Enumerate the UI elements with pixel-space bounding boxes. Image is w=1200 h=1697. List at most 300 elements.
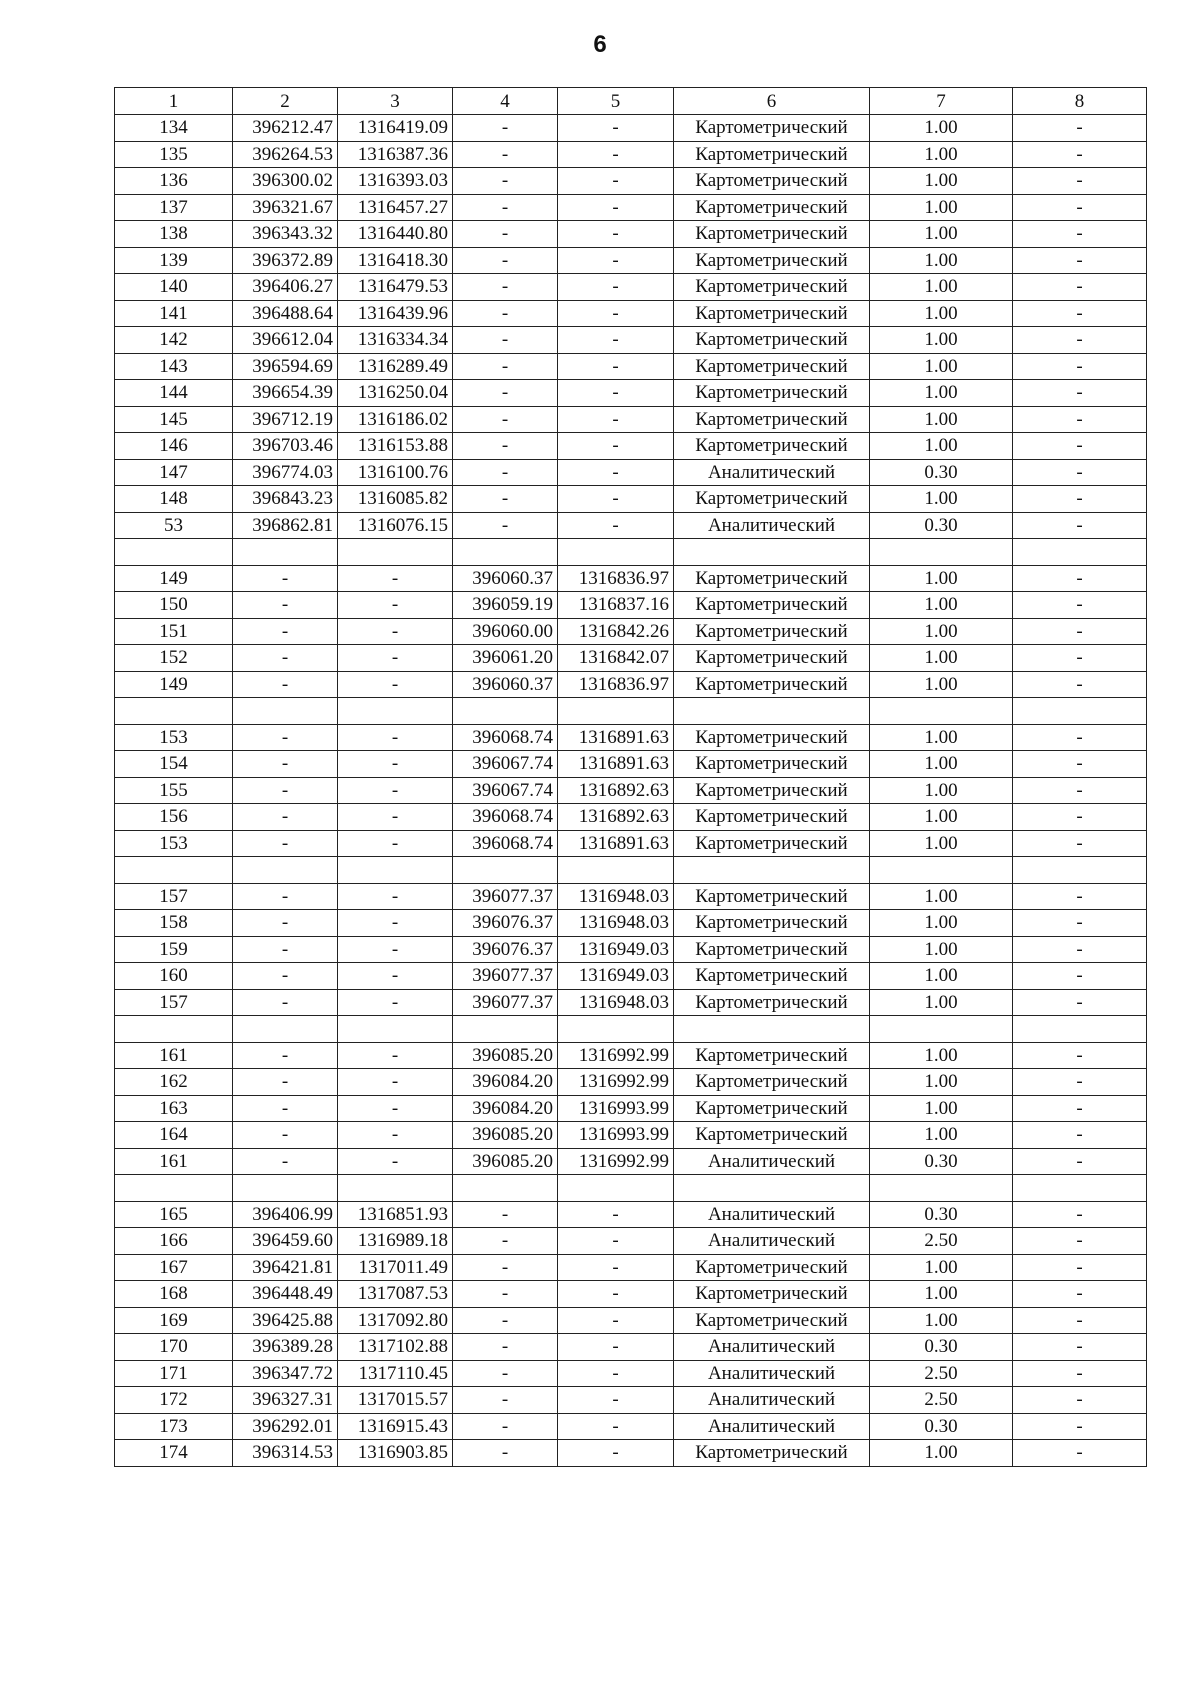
table-row xyxy=(115,1440,1147,1467)
accuracy-cell: 0.30 xyxy=(870,512,1013,539)
table-row xyxy=(115,910,1147,937)
method-cell: Картометрический xyxy=(674,724,870,751)
new-x-coord-cell: 396085.20 xyxy=(453,1122,558,1149)
accuracy-cell: 1.00 xyxy=(870,751,1013,778)
note-cell: - xyxy=(1013,141,1147,168)
new-x-coord-cell: - xyxy=(453,1334,558,1361)
point-number-cell: 144 xyxy=(115,380,233,407)
y-coord-cell: - xyxy=(338,910,453,937)
x-coord-cell: 396425.88 xyxy=(233,1307,338,1334)
x-coord-cell: - xyxy=(233,618,338,645)
method-cell: Картометрический xyxy=(674,830,870,857)
table-row xyxy=(115,274,1147,301)
accuracy-cell: 1.00 xyxy=(870,936,1013,963)
y-coord-cell: - xyxy=(338,1042,453,1069)
method-cell: Картометрический xyxy=(674,221,870,248)
method-cell xyxy=(674,1016,870,1043)
new-x-coord-cell: - xyxy=(453,115,558,142)
new-y-coord-cell: - xyxy=(558,1201,674,1228)
y-coord-cell xyxy=(338,539,453,566)
table-header-row xyxy=(115,88,1147,115)
accuracy-cell: 1.00 xyxy=(870,406,1013,433)
point-number-cell: 136 xyxy=(115,168,233,195)
x-coord-cell: 396343.32 xyxy=(233,221,338,248)
new-y-coord-cell xyxy=(558,857,674,884)
method-cell: Картометрический xyxy=(674,645,870,672)
y-coord-cell: - xyxy=(338,989,453,1016)
method-cell: Аналитический xyxy=(674,512,870,539)
accuracy-cell: 2.50 xyxy=(870,1360,1013,1387)
y-coord-cell: 1316076.15 xyxy=(338,512,453,539)
y-coord-cell xyxy=(338,857,453,884)
table-row xyxy=(115,194,1147,221)
x-coord-cell: 396459.60 xyxy=(233,1228,338,1255)
note-cell xyxy=(1013,1016,1147,1043)
new-y-coord-cell: - xyxy=(558,115,674,142)
point-number-cell: 153 xyxy=(115,830,233,857)
table-row xyxy=(115,459,1147,486)
note-cell xyxy=(1013,539,1147,566)
x-coord-cell: 396406.27 xyxy=(233,274,338,301)
accuracy-cell: 1.00 xyxy=(870,777,1013,804)
new-x-coord-cell: 396085.20 xyxy=(453,1042,558,1069)
y-coord-cell: - xyxy=(338,1095,453,1122)
new-y-coord-cell: 1316836.97 xyxy=(558,565,674,592)
x-coord-cell: 396321.67 xyxy=(233,194,338,221)
note-cell: - xyxy=(1013,751,1147,778)
new-x-coord-cell: 396068.74 xyxy=(453,804,558,831)
new-y-coord-cell: - xyxy=(558,1228,674,1255)
note-cell: - xyxy=(1013,300,1147,327)
point-number-cell: 137 xyxy=(115,194,233,221)
y-coord-cell: 1316419.09 xyxy=(338,115,453,142)
table-row xyxy=(115,1307,1147,1334)
y-coord-cell: 1316915.43 xyxy=(338,1413,453,1440)
header-cell: 8 xyxy=(1013,88,1147,115)
x-coord-cell: 396774.03 xyxy=(233,459,338,486)
table-row xyxy=(115,353,1147,380)
method-cell: Картометрический xyxy=(674,1307,870,1334)
note-cell: - xyxy=(1013,1281,1147,1308)
new-x-coord-cell: 396067.74 xyxy=(453,751,558,778)
table-row xyxy=(115,221,1147,248)
table-row xyxy=(115,963,1147,990)
note-cell: - xyxy=(1013,910,1147,937)
method-cell: Картометрический xyxy=(674,1440,870,1467)
note-cell: - xyxy=(1013,1307,1147,1334)
new-y-coord-cell: - xyxy=(558,221,674,248)
new-y-coord-cell: - xyxy=(558,194,674,221)
note-cell: - xyxy=(1013,724,1147,751)
new-x-coord-cell: 396085.20 xyxy=(453,1148,558,1175)
new-x-coord-cell: 396084.20 xyxy=(453,1069,558,1096)
note-cell: - xyxy=(1013,592,1147,619)
point-number-cell: 169 xyxy=(115,1307,233,1334)
table-row xyxy=(115,1042,1147,1069)
accuracy-cell: 1.00 xyxy=(870,1440,1013,1467)
x-coord-cell: 396212.47 xyxy=(233,115,338,142)
point-number-cell xyxy=(115,698,233,725)
new-y-coord-cell: - xyxy=(558,459,674,486)
point-number-cell: 171 xyxy=(115,1360,233,1387)
new-x-coord-cell: - xyxy=(453,380,558,407)
table-row xyxy=(115,1360,1147,1387)
accuracy-cell: 2.50 xyxy=(870,1387,1013,1414)
method-cell: Картометрический xyxy=(674,910,870,937)
note-cell: - xyxy=(1013,406,1147,433)
y-coord-cell: 1316439.96 xyxy=(338,300,453,327)
point-number-cell: 147 xyxy=(115,459,233,486)
method-cell xyxy=(674,1175,870,1202)
x-coord-cell xyxy=(233,539,338,566)
y-coord-cell: 1316479.53 xyxy=(338,274,453,301)
new-x-coord-cell: - xyxy=(453,247,558,274)
new-x-coord-cell: - xyxy=(453,512,558,539)
x-coord-cell: 396300.02 xyxy=(233,168,338,195)
table-row xyxy=(115,645,1147,672)
method-cell: Картометрический xyxy=(674,1122,870,1149)
x-coord-cell: 396292.01 xyxy=(233,1413,338,1440)
x-coord-cell: - xyxy=(233,565,338,592)
x-coord-cell: 396372.89 xyxy=(233,247,338,274)
new-y-coord-cell: 1316949.03 xyxy=(558,936,674,963)
note-cell: - xyxy=(1013,1440,1147,1467)
point-number-cell: 141 xyxy=(115,300,233,327)
table-row xyxy=(115,1281,1147,1308)
note-cell: - xyxy=(1013,274,1147,301)
y-coord-cell: - xyxy=(338,830,453,857)
note-cell: - xyxy=(1013,1201,1147,1228)
new-y-coord-cell: - xyxy=(558,433,674,460)
note-cell: - xyxy=(1013,1254,1147,1281)
point-number-cell: 135 xyxy=(115,141,233,168)
new-y-coord-cell: 1316892.63 xyxy=(558,804,674,831)
point-number-cell: 167 xyxy=(115,1254,233,1281)
new-x-coord-cell: - xyxy=(453,1228,558,1255)
new-y-coord-cell: - xyxy=(558,1387,674,1414)
point-number-cell: 172 xyxy=(115,1387,233,1414)
accuracy-cell: 0.30 xyxy=(870,459,1013,486)
new-x-coord-cell: - xyxy=(453,1281,558,1308)
new-y-coord-cell xyxy=(558,1016,674,1043)
new-y-coord-cell: - xyxy=(558,274,674,301)
x-coord-cell: - xyxy=(233,1042,338,1069)
x-coord-cell: - xyxy=(233,963,338,990)
new-x-coord-cell: - xyxy=(453,221,558,248)
table-row xyxy=(115,592,1147,619)
y-coord-cell: 1316289.49 xyxy=(338,353,453,380)
point-number-cell: 156 xyxy=(115,804,233,831)
method-cell: Картометрический xyxy=(674,380,870,407)
method-cell: Картометрический xyxy=(674,353,870,380)
note-cell: - xyxy=(1013,1387,1147,1414)
note-cell: - xyxy=(1013,1413,1147,1440)
table-row xyxy=(115,618,1147,645)
table-row xyxy=(115,512,1147,539)
point-number-cell: 152 xyxy=(115,645,233,672)
new-x-coord-cell: - xyxy=(453,486,558,513)
note-cell: - xyxy=(1013,671,1147,698)
new-y-coord-cell: - xyxy=(558,1440,674,1467)
x-coord-cell: - xyxy=(233,1095,338,1122)
table-row xyxy=(115,327,1147,354)
table-row xyxy=(115,1122,1147,1149)
new-y-coord-cell: 1316892.63 xyxy=(558,777,674,804)
note-cell xyxy=(1013,857,1147,884)
table-row xyxy=(115,247,1147,274)
table-separator-row xyxy=(115,1175,1147,1202)
accuracy-cell: 1.00 xyxy=(870,327,1013,354)
accuracy-cell: 1.00 xyxy=(870,910,1013,937)
new-y-coord-cell: - xyxy=(558,247,674,274)
x-coord-cell: 396406.99 xyxy=(233,1201,338,1228)
accuracy-cell xyxy=(870,857,1013,884)
method-cell: Картометрический xyxy=(674,1254,870,1281)
method-cell: Аналитический xyxy=(674,459,870,486)
method-cell: Аналитический xyxy=(674,1387,870,1414)
method-cell: Картометрический xyxy=(674,989,870,1016)
new-y-coord-cell: 1316949.03 xyxy=(558,963,674,990)
accuracy-cell: 2.50 xyxy=(870,1228,1013,1255)
new-y-coord-cell: 1316836.97 xyxy=(558,671,674,698)
point-number-cell: 138 xyxy=(115,221,233,248)
new-x-coord-cell: - xyxy=(453,327,558,354)
new-x-coord-cell xyxy=(453,1016,558,1043)
x-coord-cell: - xyxy=(233,989,338,1016)
method-cell: Картометрический xyxy=(674,1095,870,1122)
point-number-cell: 154 xyxy=(115,751,233,778)
y-coord-cell: 1317102.88 xyxy=(338,1334,453,1361)
new-y-coord-cell: - xyxy=(558,141,674,168)
accuracy-cell: 1.00 xyxy=(870,300,1013,327)
y-coord-cell: 1317092.80 xyxy=(338,1307,453,1334)
accuracy-cell: 1.00 xyxy=(870,274,1013,301)
y-coord-cell: - xyxy=(338,724,453,751)
table-row xyxy=(115,989,1147,1016)
new-x-coord-cell xyxy=(453,1175,558,1202)
accuracy-cell: 1.00 xyxy=(870,724,1013,751)
accuracy-cell xyxy=(870,539,1013,566)
new-x-coord-cell: - xyxy=(453,1387,558,1414)
y-coord-cell: 1317015.57 xyxy=(338,1387,453,1414)
point-number-cell: 161 xyxy=(115,1042,233,1069)
x-coord-cell xyxy=(233,1175,338,1202)
x-coord-cell: 396448.49 xyxy=(233,1281,338,1308)
new-y-coord-cell: - xyxy=(558,1360,674,1387)
table-separator-row xyxy=(115,539,1147,566)
table-row xyxy=(115,433,1147,460)
new-y-coord-cell: - xyxy=(558,353,674,380)
accuracy-cell: 1.00 xyxy=(870,883,1013,910)
note-cell: - xyxy=(1013,380,1147,407)
table-row xyxy=(115,1095,1147,1122)
y-coord-cell: 1316334.34 xyxy=(338,327,453,354)
new-x-coord-cell: 396077.37 xyxy=(453,963,558,990)
point-number-cell: 142 xyxy=(115,327,233,354)
new-x-coord-cell: 396076.37 xyxy=(453,910,558,937)
accuracy-cell: 1.00 xyxy=(870,1307,1013,1334)
method-cell: Картометрический xyxy=(674,777,870,804)
x-coord-cell: - xyxy=(233,645,338,672)
method-cell: Картометрический xyxy=(674,618,870,645)
point-number-cell: 170 xyxy=(115,1334,233,1361)
note-cell: - xyxy=(1013,247,1147,274)
new-y-coord-cell: 1316992.99 xyxy=(558,1042,674,1069)
note-cell: - xyxy=(1013,936,1147,963)
new-y-coord-cell: - xyxy=(558,1281,674,1308)
table-row xyxy=(115,777,1147,804)
point-number-cell: 149 xyxy=(115,671,233,698)
table-row xyxy=(115,1387,1147,1414)
y-coord-cell: 1316903.85 xyxy=(338,1440,453,1467)
method-cell: Картометрический xyxy=(674,592,870,619)
new-y-coord-cell: - xyxy=(558,406,674,433)
table-body xyxy=(115,115,1147,1467)
table-row xyxy=(115,804,1147,831)
x-coord-cell: - xyxy=(233,724,338,751)
y-coord-cell: 1317110.45 xyxy=(338,1360,453,1387)
x-coord-cell: - xyxy=(233,830,338,857)
note-cell: - xyxy=(1013,1360,1147,1387)
table-separator-row xyxy=(115,698,1147,725)
method-cell: Картометрический xyxy=(674,327,870,354)
method-cell: Аналитический xyxy=(674,1334,870,1361)
y-coord-cell: - xyxy=(338,804,453,831)
method-cell xyxy=(674,857,870,884)
note-cell: - xyxy=(1013,1228,1147,1255)
x-coord-cell: - xyxy=(233,804,338,831)
x-coord-cell: 396264.53 xyxy=(233,141,338,168)
point-number-cell: 143 xyxy=(115,353,233,380)
new-x-coord-cell: 396060.00 xyxy=(453,618,558,645)
y-coord-cell: - xyxy=(338,777,453,804)
x-coord-cell: 396703.46 xyxy=(233,433,338,460)
method-cell: Картометрический xyxy=(674,168,870,195)
accuracy-cell: 1.00 xyxy=(870,565,1013,592)
table-row xyxy=(115,300,1147,327)
accuracy-cell: 1.00 xyxy=(870,1042,1013,1069)
new-y-coord-cell: 1316837.16 xyxy=(558,592,674,619)
new-x-coord-cell: - xyxy=(453,194,558,221)
new-x-coord-cell: 396076.37 xyxy=(453,936,558,963)
new-x-coord-cell: - xyxy=(453,1254,558,1281)
note-cell: - xyxy=(1013,963,1147,990)
new-y-coord-cell: - xyxy=(558,1254,674,1281)
header-cell: 1 xyxy=(115,88,233,115)
method-cell: Картометрический xyxy=(674,141,870,168)
x-coord-cell xyxy=(233,698,338,725)
method-cell: Картометрический xyxy=(674,486,870,513)
note-cell: - xyxy=(1013,327,1147,354)
new-x-coord-cell: 396084.20 xyxy=(453,1095,558,1122)
accuracy-cell: 1.00 xyxy=(870,247,1013,274)
new-y-coord-cell: 1316891.63 xyxy=(558,751,674,778)
method-cell: Аналитический xyxy=(674,1413,870,1440)
new-x-coord-cell: - xyxy=(453,406,558,433)
new-y-coord-cell: - xyxy=(558,1307,674,1334)
accuracy-cell: 1.00 xyxy=(870,141,1013,168)
table-row xyxy=(115,1413,1147,1440)
table-row xyxy=(115,115,1147,142)
note-cell: - xyxy=(1013,353,1147,380)
method-cell: Картометрический xyxy=(674,406,870,433)
new-x-coord-cell: 396059.19 xyxy=(453,592,558,619)
accuracy-cell: 1.00 xyxy=(870,989,1013,1016)
y-coord-cell xyxy=(338,1016,453,1043)
point-number-cell xyxy=(115,857,233,884)
note-cell: - xyxy=(1013,1148,1147,1175)
x-coord-cell: - xyxy=(233,883,338,910)
note-cell: - xyxy=(1013,565,1147,592)
accuracy-cell: 0.30 xyxy=(870,1413,1013,1440)
accuracy-cell: 1.00 xyxy=(870,353,1013,380)
y-coord-cell: - xyxy=(338,671,453,698)
table-row xyxy=(115,1254,1147,1281)
accuracy-cell: 0.30 xyxy=(870,1148,1013,1175)
new-y-coord-cell: - xyxy=(558,1413,674,1440)
x-coord-cell: 396389.28 xyxy=(233,1334,338,1361)
new-y-coord-cell: 1316992.99 xyxy=(558,1069,674,1096)
note-cell: - xyxy=(1013,883,1147,910)
method-cell: Картометрический xyxy=(674,433,870,460)
table-row xyxy=(115,830,1147,857)
method-cell: Картометрический xyxy=(674,804,870,831)
x-coord-cell xyxy=(233,857,338,884)
x-coord-cell: 396594.69 xyxy=(233,353,338,380)
new-y-coord-cell: - xyxy=(558,327,674,354)
new-y-coord-cell: 1316948.03 xyxy=(558,883,674,910)
new-x-coord-cell: - xyxy=(453,1413,558,1440)
note-cell: - xyxy=(1013,1334,1147,1361)
method-cell: Картометрический xyxy=(674,1281,870,1308)
table-row xyxy=(115,1228,1147,1255)
x-coord-cell: 396314.53 xyxy=(233,1440,338,1467)
new-x-coord-cell: 396077.37 xyxy=(453,989,558,1016)
new-y-coord-cell: - xyxy=(558,380,674,407)
new-y-coord-cell: 1316992.99 xyxy=(558,1148,674,1175)
note-cell: - xyxy=(1013,221,1147,248)
point-number-cell: 173 xyxy=(115,1413,233,1440)
y-coord-cell: - xyxy=(338,592,453,619)
accuracy-cell: 1.00 xyxy=(870,194,1013,221)
new-x-coord-cell xyxy=(453,698,558,725)
note-cell: - xyxy=(1013,1069,1147,1096)
note-cell: - xyxy=(1013,115,1147,142)
note-cell xyxy=(1013,698,1147,725)
table-row xyxy=(115,486,1147,513)
x-coord-cell: 396421.81 xyxy=(233,1254,338,1281)
new-y-coord-cell: - xyxy=(558,512,674,539)
new-y-coord-cell: 1316842.26 xyxy=(558,618,674,645)
table-row xyxy=(115,565,1147,592)
new-x-coord-cell: - xyxy=(453,141,558,168)
table-row xyxy=(115,1334,1147,1361)
x-coord-cell: - xyxy=(233,671,338,698)
header-cell: 7 xyxy=(870,88,1013,115)
header-cell: 4 xyxy=(453,88,558,115)
coordinates-table xyxy=(114,87,1147,1467)
accuracy-cell: 1.00 xyxy=(870,592,1013,619)
table-row xyxy=(115,671,1147,698)
note-cell: - xyxy=(1013,512,1147,539)
x-coord-cell: - xyxy=(233,910,338,937)
y-coord-cell: - xyxy=(338,618,453,645)
accuracy-cell: 1.00 xyxy=(870,1254,1013,1281)
y-coord-cell: 1316851.93 xyxy=(338,1201,453,1228)
new-y-coord-cell: 1316948.03 xyxy=(558,910,674,937)
new-y-coord-cell: - xyxy=(558,168,674,195)
new-x-coord-cell: 396067.74 xyxy=(453,777,558,804)
